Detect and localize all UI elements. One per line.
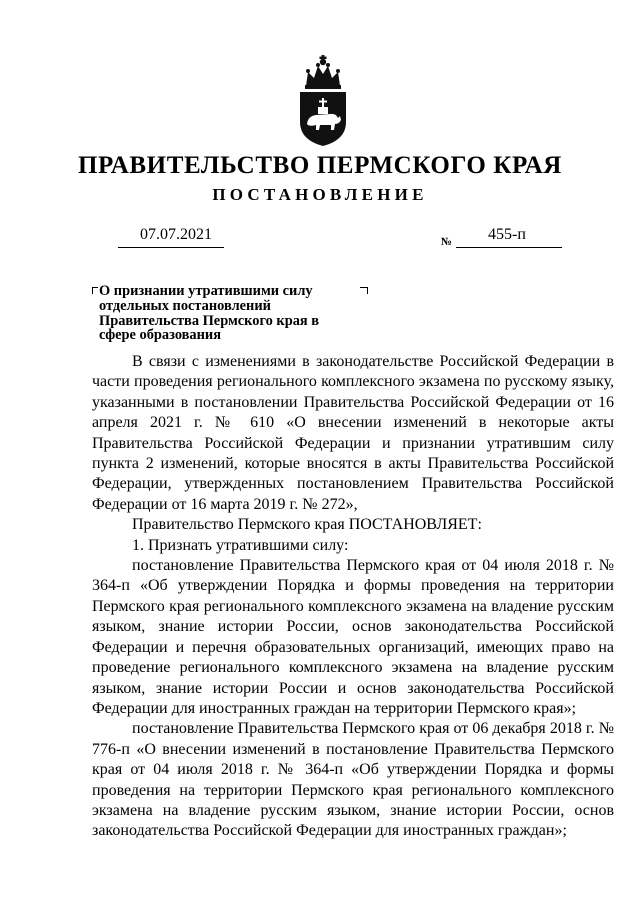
coat-of-arms-icon [296, 52, 350, 148]
number-underline [456, 247, 562, 248]
government-title: ПРАВИТЕЛЬСТВО ПЕРМСКОГО КРАЯ [78, 152, 562, 179]
document-subject: О признании утратившими силу отдельных постановлений Правительства Пермского края в сфере образования [99, 283, 320, 344]
paragraph-resolves: Правительство Пермского края ПОСТАНОВЛЯЕТ: [132, 516, 482, 534]
subject-corner-left [92, 287, 98, 294]
document-type: ПОСТАНОВЛЕНИЕ [212, 185, 428, 204]
paragraph-repealed-act-1: постановление Правительства Пермского края от 04 июля 2018 г. № 364-п «Об утверждении Порядка и формы проведения на территории Пермского края регионального комплексного экзамена на владение русским языком, знание истории России, основ законодательства Российской Федерации и перечня образовательных организаций, имеющих право на проведение регионального комплексного экзамена на владение русским языком, знание истории России и основ законодательства Российской Федерации для иностранных граждан на территории Пермского края»; [92, 557, 614, 717]
date-underline [118, 247, 224, 248]
document-date: 07.07.2021 [140, 226, 212, 243]
paragraph-preamble: В связи с изменениями в законодательстве Российской Федерации в части проведения регионального комплексного экзамена по русскому языку, указанными в постановлении Правительства Российской Федерации от 16 апреля 2021 г. № 610 «О внесении изменений в некоторые акты Правительства Российской Федерации и признании утратившим силу пункта 2 изменений, которые вносятся в акты Правительства Российской Федерации, утвержденных постановлением Правительства Российской Федерации от 16 марта 2019 г. № 272», [92, 353, 614, 513]
paragraph-item-1: 1. Признать утратившими силу: [132, 536, 349, 554]
number-sign: № [441, 236, 453, 248]
paragraph-repealed-act-2: постановление Правительства Пермского края от 06 декабря 2018 г. № 776-п «О внесении изменений в постановление Правительства Пермского края от 04 июля 2018 г. № 364-п «Об утверждении Порядка и формы проведения на территории Пермского края регионального комплексного экзамена на владение русским языком, знание истории России, основ законодательства Российской Федерации для иностранных граждан»; [92, 720, 614, 840]
document-body [92, 352, 614, 842]
document-number: 455-п [488, 226, 526, 243]
subject-corner-right [360, 287, 368, 294]
